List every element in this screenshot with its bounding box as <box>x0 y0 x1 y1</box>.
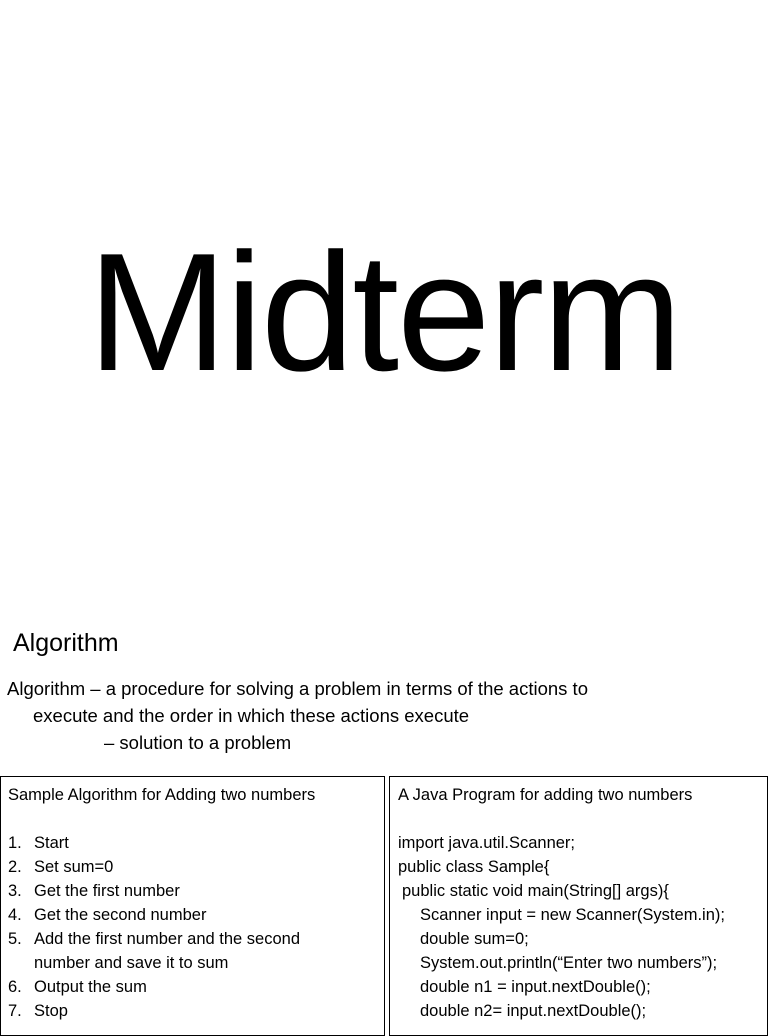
step-number: 3. <box>8 882 22 900</box>
step-text: Get the second number <box>34 906 207 924</box>
step-text: Stop <box>34 1002 68 1020</box>
code-line: double sum=0; <box>420 930 529 948</box>
step-number: 7. <box>8 1002 22 1020</box>
definition-line-3: – solution to a problem <box>104 732 292 753</box>
definition-line-1: Algorithm – a procedure for solving a problem in terms of the actions to <box>7 678 588 699</box>
step-number: 2. <box>8 858 22 876</box>
code-line: public class Sample{ <box>398 858 550 876</box>
code-line: double n1 = input.nextDouble(); <box>420 978 651 996</box>
algorithm-box <box>0 776 385 1036</box>
code-line: double n2= input.nextDouble(); <box>420 1002 647 1020</box>
section-heading: Algorithm <box>13 629 119 657</box>
step-number: 4. <box>8 906 22 924</box>
step-text: Output the sum <box>34 978 147 996</box>
code-line: import java.util.Scanner; <box>398 834 575 852</box>
step-text: Add the first number and the second number and save it to sum <box>34 930 300 972</box>
algorithm-step <box>8 855 377 879</box>
step-number: 1. <box>8 834 22 852</box>
step-text: Set sum=0 <box>34 858 114 876</box>
algorithm-step <box>8 975 377 999</box>
code-line: public static void main(String[] args){ <box>402 882 669 900</box>
step-text: Start <box>34 834 69 852</box>
algorithm-definition <box>7 675 762 756</box>
java-program-box <box>389 776 768 1036</box>
step-number: 6. <box>8 978 22 996</box>
java-program-box-title: A Java Program for adding two numbers <box>398 786 693 804</box>
algorithm-step <box>8 879 377 903</box>
algorithm-steps <box>8 831 377 1023</box>
slide-title: Midterm <box>87 218 681 406</box>
algorithm-step <box>8 903 377 927</box>
step-text: Get the first number <box>34 882 180 900</box>
definition-line-2: execute and the order in which these actions execute <box>33 705 470 726</box>
algorithm-step <box>8 831 377 855</box>
algorithm-box-title: Sample Algorithm for Adding two numbers <box>8 786 316 804</box>
algorithm-step <box>8 999 377 1023</box>
code-line: System.out.println(“Enter two numbers”); <box>420 954 718 972</box>
code-line: Scanner input = new Scanner(System.in); <box>420 906 725 924</box>
algorithm-step <box>8 927 377 975</box>
step-number: 5. <box>8 930 22 948</box>
